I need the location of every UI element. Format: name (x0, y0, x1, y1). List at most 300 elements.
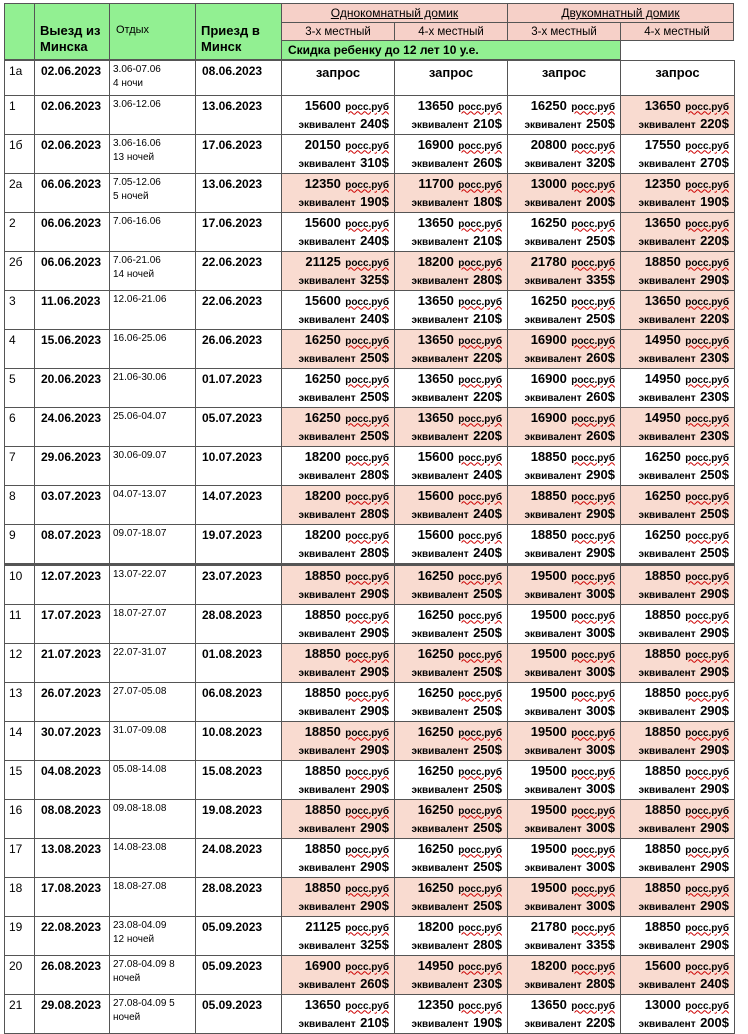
currency-label: росс.руб (458, 257, 502, 269)
price-rub: 18850 (304, 840, 341, 856)
price-rub: 19500 (530, 801, 567, 817)
price-rub: 15600 (417, 448, 454, 464)
arrive-date-text: 10.07.2023 (202, 449, 263, 464)
currency-label: росс.руб (685, 335, 729, 347)
currency-label: росс.руб (458, 571, 502, 583)
equivalent-label: эквивалент (298, 706, 356, 718)
currency-label: росс.руб (571, 530, 615, 542)
equivalent-label: эквивалент (298, 548, 356, 560)
price-usd: 280$ (360, 505, 389, 521)
depart-date-text: 08.07.2023 (41, 527, 102, 542)
currency-label: росс.руб (458, 491, 502, 503)
price-usd: 290$ (700, 780, 729, 796)
arrive-date-text: 26.06.2023 (202, 332, 263, 347)
currency-label: росс.руб (685, 179, 729, 191)
price-rub: 18200 (304, 487, 341, 503)
currency-label: росс.руб (345, 610, 389, 622)
price-rub: 16250 (417, 762, 454, 778)
depart-date-text: 04.08.2023 (41, 763, 102, 778)
price-usd: 300$ (586, 897, 615, 913)
equivalent-label: эквивалент (411, 431, 469, 443)
price-usd: 220$ (700, 310, 729, 326)
arrive-date-text: 05.09.2023 (202, 997, 263, 1012)
depart-date (35, 682, 110, 721)
price-rub: 21780 (530, 253, 567, 269)
price-cell (508, 564, 621, 604)
table-row (5, 368, 735, 407)
arrive-date (196, 916, 282, 955)
price-usd: 250$ (473, 819, 502, 835)
currency-label: росс.руб (571, 883, 615, 895)
child-discount-note: Скидка ребенку до 12 лет 10 у.е. (281, 40, 621, 60)
equivalent-label: эквивалент (298, 197, 356, 209)
equivalent-label: эквивалент (298, 862, 356, 874)
equivalent-label: эквивалент (411, 823, 469, 835)
rest-dates: 09.08-18.08 (113, 802, 167, 814)
currency-label: росс.руб (458, 649, 502, 661)
rest-period (110, 877, 196, 916)
header-one-4: 4-х местный (394, 22, 508, 41)
equivalent-label: эквивалент (298, 470, 356, 482)
price-rub: 18850 (304, 879, 341, 895)
price-rub: 19500 (530, 645, 567, 661)
price-rub: 18850 (530, 487, 567, 503)
row-number (5, 524, 35, 564)
price-rub: 16250 (304, 331, 341, 347)
equivalent-label: эквивалент (411, 509, 469, 521)
equivalent-label: эквивалент (411, 548, 469, 560)
price-cell (282, 604, 395, 643)
price-usd: 200$ (700, 1014, 729, 1030)
equivalent-label: эквивалент (638, 589, 696, 601)
equivalent-label: эквивалент (411, 470, 469, 482)
price-usd: 300$ (586, 663, 615, 679)
row-number (5, 290, 35, 329)
depart-date (35, 916, 110, 955)
price-cell (395, 604, 508, 643)
table-row (5, 290, 735, 329)
equivalent-label: эквивалент (524, 667, 582, 679)
price-rub: 18850 (644, 918, 681, 934)
row-number (5, 446, 35, 485)
rest-dates: 30.06-09.07 (113, 449, 167, 461)
price-cell (282, 407, 395, 446)
price-usd: 290$ (700, 858, 729, 874)
price-usd: 210$ (473, 310, 502, 326)
currency-label: росс.руб (458, 610, 502, 622)
price-cell (508, 446, 621, 485)
price-usd: 230$ (700, 427, 729, 443)
price-usd: 290$ (700, 624, 729, 640)
price-cell (621, 446, 735, 485)
row-number (5, 916, 35, 955)
price-rub: 18850 (644, 840, 681, 856)
arrive-date-text: 28.08.2023 (202, 880, 263, 895)
currency-label: росс.руб (458, 922, 502, 934)
depart-date-text: 20.06.2023 (41, 371, 102, 386)
currency-label: росс.руб (571, 491, 615, 503)
arrive-date (196, 682, 282, 721)
price-rub: 16250 (417, 645, 454, 661)
price-usd: 280$ (360, 466, 389, 482)
currency-label: росс.руб (685, 961, 729, 973)
equivalent-label: эквивалент (411, 392, 469, 404)
depart-date (35, 95, 110, 134)
equivalent-label: эквивалент (298, 745, 356, 757)
arrive-date (196, 955, 282, 994)
rest-nights: ночей (113, 972, 141, 984)
price-usd: 210$ (473, 232, 502, 248)
row-number-text: 6 (9, 410, 16, 425)
row-number (5, 682, 35, 721)
price-rub: 16250 (417, 840, 454, 856)
equivalent-label: эквивалент (524, 119, 582, 131)
row-number (5, 721, 35, 760)
currency-label: росс.руб (345, 649, 389, 661)
rest-nights: 14 ночей (113, 268, 155, 280)
arrive-date (196, 604, 282, 643)
rest-period (110, 721, 196, 760)
price-cell (508, 643, 621, 682)
price-usd: 290$ (360, 624, 389, 640)
row-number-text: 7 (9, 449, 16, 464)
rest-dates: 7.06-16.06 (113, 215, 161, 227)
equivalent-label: эквивалент (524, 784, 582, 796)
price-usd: 240$ (360, 232, 389, 248)
price-rub: 18850 (304, 606, 341, 622)
row-number-text: 9 (9, 527, 16, 542)
table-row (5, 799, 735, 838)
price-usd: 260$ (586, 427, 615, 443)
currency-label: росс.руб (685, 296, 729, 308)
currency-label: росс.руб (458, 961, 502, 973)
price-cell (508, 407, 621, 446)
equivalent-label: эквивалент (298, 509, 356, 521)
price-usd: 250$ (473, 858, 502, 874)
row-number (5, 994, 35, 1033)
currency-label: росс.руб (458, 140, 502, 152)
row-number (5, 564, 35, 604)
arrive-date-text: 13.06.2023 (202, 176, 263, 191)
currency-label: росс.руб (685, 571, 729, 583)
price-cell (395, 173, 508, 212)
price-cell (621, 134, 735, 173)
price-cell (395, 838, 508, 877)
price-usd: 290$ (700, 585, 729, 601)
equivalent-label: эквивалент (524, 979, 582, 991)
currency-label: росс.руб (458, 1000, 502, 1012)
arrive-date-text: 08.06.2023 (202, 64, 263, 78)
currency-label: росс.руб (345, 844, 389, 856)
price-cell (621, 838, 735, 877)
currency-label: росс.руб (458, 727, 502, 739)
price-cell (508, 994, 621, 1033)
depart-date (35, 604, 110, 643)
table-row (5, 524, 735, 564)
price-usd: 290$ (360, 897, 389, 913)
equivalent-label: эквивалент (411, 706, 469, 718)
currency-label: росс.руб (458, 452, 502, 464)
equivalent-label: эквивалент (298, 979, 356, 991)
price-rub: 14950 (644, 409, 681, 425)
price-usd: 260$ (360, 975, 389, 991)
rest-dates: 12.06-21.06 (113, 293, 167, 305)
arrive-date (196, 799, 282, 838)
depart-date-text: 03.07.2023 (41, 488, 102, 503)
row-number-text: 2б (9, 254, 23, 269)
rest-period (110, 407, 196, 446)
price-cell (621, 604, 735, 643)
currency-label: росс.руб (685, 883, 729, 895)
price-usd: 250$ (360, 349, 389, 365)
price-rub: 16900 (530, 409, 567, 425)
arrive-date-text: 05.09.2023 (202, 919, 263, 934)
price-usd: 290$ (360, 780, 389, 796)
row-number-text: 16 (9, 802, 23, 817)
currency-label: росс.руб (685, 530, 729, 542)
price-cell (282, 173, 395, 212)
price-rub: 12350 (644, 175, 681, 191)
equivalent-label: эквивалент (524, 392, 582, 404)
header-one-3: 3-х местный (281, 22, 395, 41)
request-text: запрос (315, 65, 361, 80)
price-cell (621, 329, 735, 368)
rest-dates: 18.08-27.08 (113, 880, 167, 892)
price-cell (621, 877, 735, 916)
equivalent-label: эквивалент (411, 1018, 469, 1030)
price-cell (282, 564, 395, 604)
row-number-text: 1 (9, 98, 16, 113)
price-usd: 260$ (473, 154, 502, 170)
arrive-date (196, 524, 282, 564)
depart-date-text: 06.06.2023 (41, 176, 102, 191)
price-cell (621, 955, 735, 994)
price-usd: 335$ (586, 271, 615, 287)
arrive-date (196, 564, 282, 604)
price-rub: 16900 (417, 136, 454, 152)
price-rub: 13650 (417, 331, 454, 347)
currency-label: росс.руб (685, 844, 729, 856)
price-rub: 16250 (417, 567, 454, 583)
depart-date (35, 329, 110, 368)
price-cell (395, 446, 508, 485)
currency-label: росс.руб (458, 805, 502, 817)
arrive-date-text: 17.06.2023 (202, 137, 263, 152)
currency-label: росс.руб (345, 452, 389, 464)
price-cell (508, 877, 621, 916)
price-cell (621, 799, 735, 838)
equivalent-label: эквивалент (298, 314, 356, 326)
price-rub: 16250 (417, 723, 454, 739)
equivalent-label: эквивалент (411, 236, 469, 248)
price-rub: 18850 (304, 723, 341, 739)
rest-dates: 23.08-04.09 (113, 919, 167, 931)
currency-label: росс.руб (571, 296, 615, 308)
table-row (5, 95, 735, 134)
price-usd: 270$ (700, 154, 729, 170)
currency-label: росс.руб (458, 688, 502, 700)
price-usd: 190$ (360, 193, 389, 209)
equivalent-label: эквивалент (638, 119, 696, 131)
depart-date-text: 26.07.2023 (41, 685, 102, 700)
price-rub: 16250 (417, 606, 454, 622)
currency-label: росс.руб (345, 805, 389, 817)
price-rub: 16250 (417, 801, 454, 817)
price-rub: 13000 (644, 996, 681, 1012)
depart-date-text: 13.08.2023 (41, 841, 102, 856)
price-rub: 16250 (530, 97, 567, 113)
price-rub: 19500 (530, 567, 567, 583)
price-rub: 16250 (417, 684, 454, 700)
equivalent-label: эквивалент (524, 548, 582, 560)
equivalent-label: эквивалент (411, 275, 469, 287)
price-cell (508, 916, 621, 955)
price-rub: 16250 (644, 487, 681, 503)
arrive-date (196, 173, 282, 212)
currency-label: росс.руб (345, 179, 389, 191)
row-number (5, 368, 35, 407)
row-number-text: 21 (9, 997, 23, 1012)
price-cell (282, 290, 395, 329)
arrive-date (196, 877, 282, 916)
rest-dates: 3.06-16.06 (113, 137, 161, 149)
header-two-3: 3-х местный (507, 22, 621, 41)
price-rub: 15600 (417, 487, 454, 503)
equivalent-label: эквивалент (524, 628, 582, 640)
price-rub: 15600 (304, 97, 341, 113)
equivalent-label: эквивалент (524, 862, 582, 874)
equivalent-label: эквивалент (298, 119, 356, 131)
currency-label: росс.руб (345, 922, 389, 934)
price-usd: 220$ (473, 349, 502, 365)
price-cell (508, 955, 621, 994)
price-usd: 290$ (360, 702, 389, 718)
price-rub: 18850 (644, 762, 681, 778)
price-usd: 250$ (473, 663, 502, 679)
equivalent-label: эквивалент (411, 862, 469, 874)
arrive-date (196, 760, 282, 799)
price-usd: 220$ (700, 115, 729, 131)
currency-label: росс.руб (685, 1000, 729, 1012)
price-usd: 290$ (586, 466, 615, 482)
price-usd: 250$ (360, 388, 389, 404)
price-rub: 19500 (530, 723, 567, 739)
currency-label: росс.руб (345, 335, 389, 347)
price-rub: 21125 (305, 253, 341, 269)
equivalent-label: эквивалент (638, 862, 696, 874)
header-two-4: 4-х местный (620, 22, 734, 41)
currency-label: росс.руб (345, 961, 389, 973)
table-row (5, 682, 735, 721)
price-cell (508, 134, 621, 173)
currency-label: росс.руб (458, 374, 502, 386)
depart-date (35, 838, 110, 877)
price-rub: 13650 (417, 97, 454, 113)
rest-dates: 14.08-23.08 (113, 841, 167, 853)
row-number (5, 799, 35, 838)
equivalent-label: эквивалент (411, 628, 469, 640)
price-usd: 290$ (700, 936, 729, 952)
row-number-text: 10 (9, 568, 23, 583)
equivalent-label: эквивалент (638, 628, 696, 640)
equivalent-label: эквивалент (638, 392, 696, 404)
currency-label: росс.руб (685, 766, 729, 778)
currency-label: росс.руб (458, 179, 502, 191)
depart-date (35, 564, 110, 604)
price-cell (508, 838, 621, 877)
equivalent-label: эквивалент (638, 667, 696, 679)
price-usd: 300$ (586, 585, 615, 601)
price-rub: 18850 (304, 684, 341, 700)
depart-date-text: 02.06.2023 (41, 98, 102, 113)
currency-label: росс.руб (571, 218, 615, 230)
depart-date (35, 643, 110, 682)
rest-dates: 27.07-05.08 (113, 685, 167, 697)
equivalent-label: эквивалент (298, 823, 356, 835)
currency-label: росс.руб (458, 335, 502, 347)
price-rub: 18850 (304, 645, 341, 661)
price-cell (282, 95, 395, 134)
price-cell (508, 368, 621, 407)
price-cell (621, 760, 735, 799)
rest-period (110, 173, 196, 212)
price-usd: 180$ (473, 193, 502, 209)
rest-dates: 18.07-27.07 (113, 607, 167, 619)
currency-label: росс.руб (345, 296, 389, 308)
arrive-date (196, 61, 282, 96)
price-rub: 13650 (417, 214, 454, 230)
price-cell (621, 643, 735, 682)
row-number (5, 760, 35, 799)
price-cell (282, 368, 395, 407)
rest-dates: 21.06-30.06 (113, 371, 167, 383)
price-rub: 19500 (530, 762, 567, 778)
currency-label: росс.руб (345, 1000, 389, 1012)
rest-period (110, 916, 196, 955)
equivalent-label: эквивалент (638, 470, 696, 482)
price-rub: 18850 (530, 448, 567, 464)
currency-label: росс.руб (458, 413, 502, 425)
price-cell (621, 721, 735, 760)
price-usd: 250$ (473, 585, 502, 601)
price-rub: 18850 (644, 567, 681, 583)
price-cell (282, 329, 395, 368)
price-rub: 13650 (304, 996, 341, 1012)
price-rub: 19500 (530, 879, 567, 895)
request-text: запрос (541, 65, 587, 80)
table-row (5, 604, 735, 643)
price-usd: 290$ (700, 663, 729, 679)
equivalent-label: эквивалент (298, 392, 356, 404)
price-cell (508, 760, 621, 799)
rest-nights: 4 ночи (113, 78, 143, 89)
depart-date-text: 30.07.2023 (41, 724, 102, 739)
equivalent-label: эквивалент (638, 745, 696, 757)
rest-nights: 5 ночей (113, 190, 149, 202)
arrive-date-text: 22.06.2023 (202, 254, 263, 269)
depart-date-text: 17.07.2023 (41, 607, 102, 622)
price-rub: 19500 (530, 840, 567, 856)
price-rub: 16250 (304, 370, 341, 386)
price-request (508, 61, 621, 96)
equivalent-label: эквивалент (524, 236, 582, 248)
table-row (5, 329, 735, 368)
arrive-date-text: 19.08.2023 (202, 802, 263, 817)
table-row (5, 134, 735, 173)
arrive-date (196, 643, 282, 682)
row-number (5, 212, 35, 251)
price-rub: 17550 (644, 136, 681, 152)
